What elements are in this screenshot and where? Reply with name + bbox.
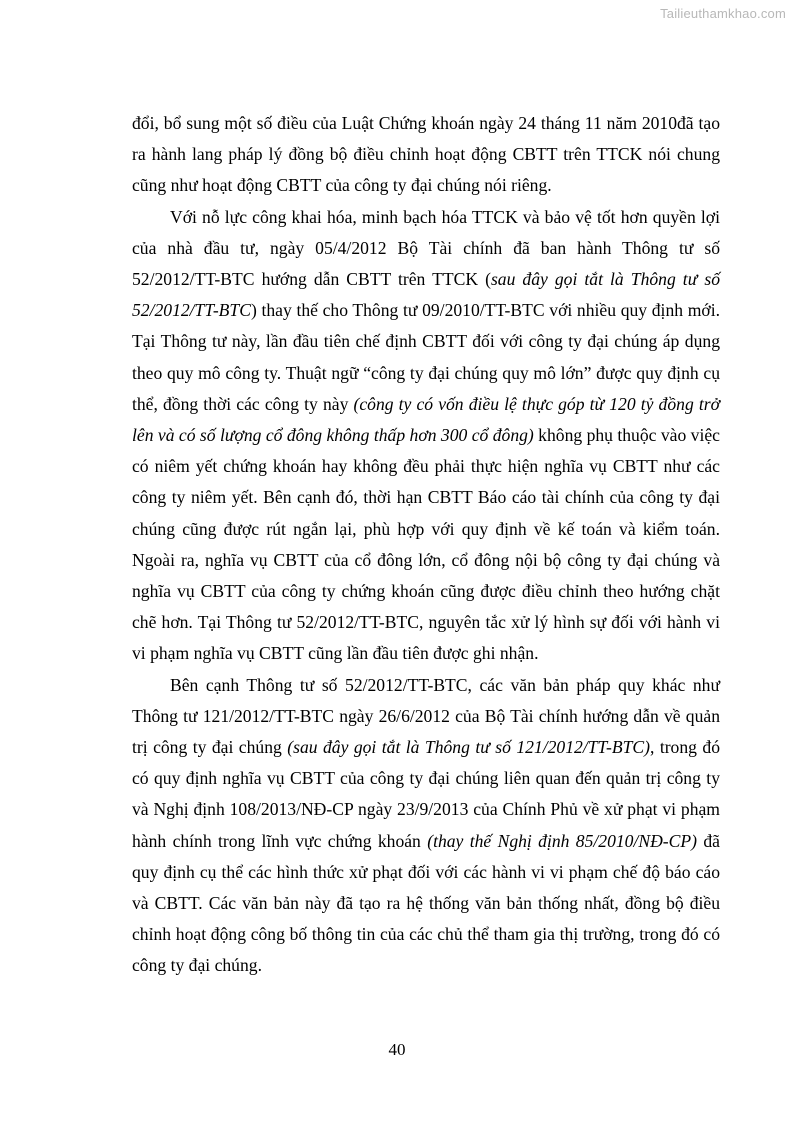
italic-text-segment: (sau đây gọi tắt là Thông tư số 121/2012/TT-BTC) — [287, 737, 650, 758]
text-segment: đã quy định cụ thể các hình thức xử phạt đối với các hành vi vi phạm chế độ báo cáo và CBTT. Các văn bản này đã tạo ra hệ thống văn bản thống nhất, đồng bộ điều chỉnh hoạt động công bố thông tin của các chủ thể tham gia thị trường, trong đó có công ty đại chúng. — [132, 830, 720, 976]
text-segment: Với nỗ lực công khai hóa, minh bạch hóa TTCK và bảo vệ tốt hơn quyền lợi của nhà đầu tư, ngày 05/4/2012 Bộ Tài chính đã ban hành Thông tư số 52/2012/TT-BTC hướng dẫn CBTT trên TTCK ( — [132, 206, 720, 290]
italic-text-segment: sau đây gọi tắt là Thông tư số 52/2012/TT-BTC — [132, 269, 720, 321]
text-segment: ) thay thế cho Thông tư 09/2010/TT-BTC với nhiều quy định mới. Tại Thông tư này, lần đầu tiên chế định CBTT đối với công ty đại chúng áp dụng theo quy mô công ty. Thuật ngữ “công ty đại chúng quy mô lớn” được quy định cụ thể, đồng thời các công ty này — [132, 300, 720, 414]
text-segment: , trong đó có quy định nghĩa vụ CBTT của công ty đại chúng liên quan đến quản trị công ty và Nghị định 108/2013/NĐ-CP ngày 23/9/2013 của Chính Phủ về xử phạt vi phạm hành chính trong lĩnh vực chứng khoán — [132, 737, 720, 851]
text-segment: đổi, bổ sung một số điều của Luật Chứng khoán ngày 24 tháng 11 năm 2010đã tạo ra hành lang pháp lý đồng bộ điều chỉnh hoạt động CBTT trên TTCK nói chung cũng như hoạt động CBTT của công ty đại chúng nói riêng. — [132, 113, 720, 196]
text-segment: Bên cạnh Thông tư số 52/2012/TT-BTC, các văn bản pháp quy khác như Thông tư 121/2012/TT-BTC ngày 26/6/2012 của Bộ Tài chính hướng dẫn về quản trị công ty đại chúng — [132, 674, 720, 758]
italic-text-segment: (công ty có vốn điều lệ thực góp từ 120 tỷ đồng trở lên và có số lượng cổ đông không thấp hơn 300 cổ đông) — [132, 393, 720, 446]
watermark-text: Tailieuthamkhao.com — [660, 6, 786, 21]
paragraph-2 — [132, 202, 720, 670]
paragraph-3 — [132, 670, 720, 982]
paragraph-1 — [132, 108, 720, 202]
document-body — [132, 108, 720, 982]
italic-text-segment: (thay thế Nghị định 85/2010/NĐ-CP) — [427, 830, 698, 851]
text-segment: không phụ thuộc vào việc có niêm yết chứng khoán hay không đều phải thực hiện nghĩa vụ CBTT như các công ty niêm yết. Bên cạnh đó, thời hạn CBTT Báo cáo tài chính của công ty đại chúng cũng được rút ngắn lại, phù hợp với quy định về kế toán và kiểm toán. Ngoài ra, nghĩa vụ CBTT của cổ đông lớn, cổ đông nội bộ công ty đại chúng và nghĩa vụ CBTT của công ty chứng khoán cũng được điều chỉnh theo hướng chặt chẽ hơn. Tại Thông tư 52/2012/TT-BTC, nguyên tắc xử lý hình sự đối với hành vi vi phạm nghĩa vụ CBTT cũng lần đầu tiên được ghi nhận. — [132, 425, 720, 664]
page-number: 40 — [388, 1040, 406, 1059]
